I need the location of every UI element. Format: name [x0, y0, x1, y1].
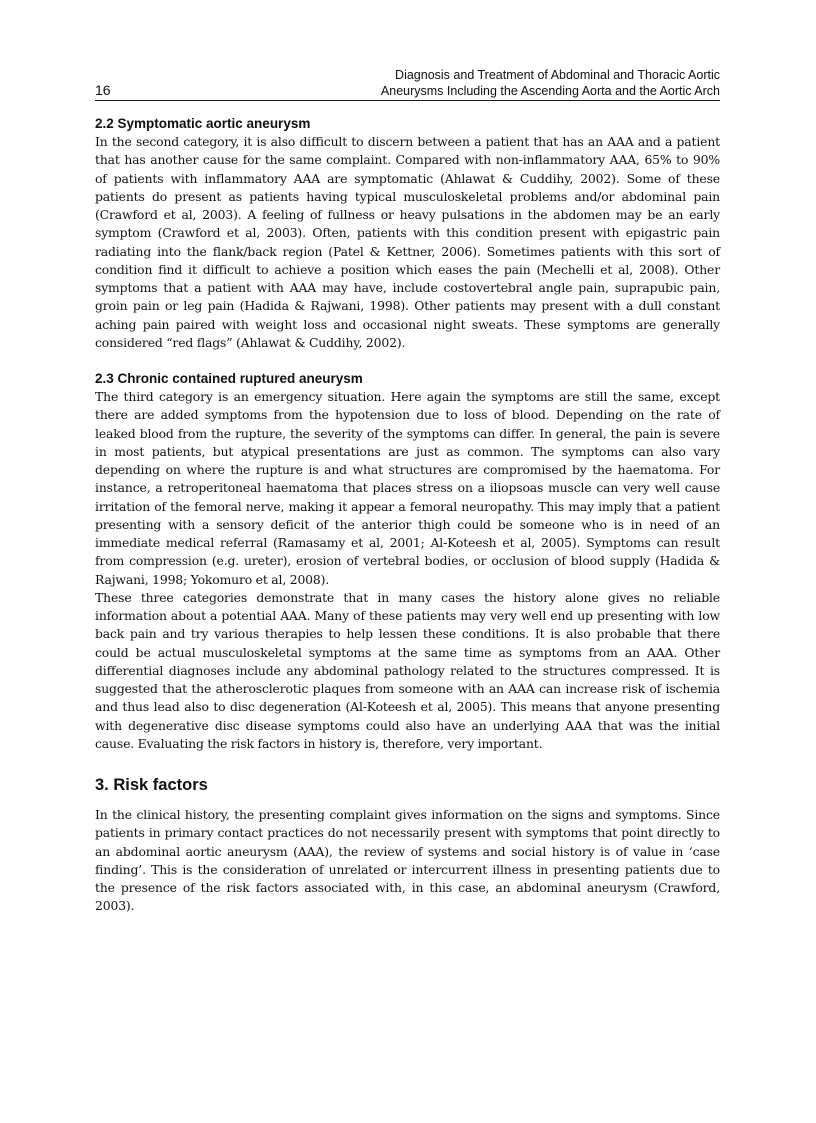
paragraph-three-categories: These three categories demonstrate that in many cases the history alone gives no reliable information about a potential AAA. Many of these patients may very well end up presenting with low back pain and try various therapies to help lessen these conditions. It is also probable that there could be actual musculoskeletal symptoms at the same time as symptoms from an AAA. Other differential diagnoses include any abdominal pathology related to the structures compressed. It is suggested that the atherosclerotic plaques from someone with an AAA can increase risk of ischemia and thus lead also to disc degeneration (Al-Koteesh et al, 2005). This means that anyone presenting with degenerative disc disease symptoms could also have an underlying AAA that was the initial cause. Evaluating the risk factors in history is, therefore, very important.	[95, 589, 720, 751]
section-heading-3: 3. Risk factors	[95, 776, 208, 794]
paragraph-symptomatic-aneurysm: In the second category, it is also difficult to discern between a patient that has an AAA and a patient that has another cause for the same complaint. Compared with non-inflammatory AAA, 65% to 90% of patients with inflammatory AAA are symptomatic (Ahlawat & Cuddihy, 2002). Some of these patients do present as patients having typical musculoskeletal problems and/or abdominal pain (Crawford et al, 2003). A feeling of fullness or heavy pulsations in the abdomen may be an early symptom (Crawford et al, 2003). Often, patients with this condition present with epigastric pain radiating into the flank/back region (Patel & Kettner, 2006). Sometimes patients with this sort of condition find it difficult to achieve a position which eases the pain (Mechelli et al, 2008). Other symptoms that a patient with AAA may have, include costovertebral angle pain, suprapubic pain, groin pain or leg pain (Hadida & Rajwani, 1998). Other patients may present with a dull constant aching pain paired with weight loss and occasional night sweats. These symptoms are generally considered “red flags” (Ahlawat & Cuddihy, 2002).	[95, 134, 720, 350]
paragraph-chronic-ruptured-aneurysm: The third category is an emergency situation. Here again the symptoms are still the same, except there are added symptoms from the hypotension due to loss of blood. Depending on the rate of leaked blood from the rupture, the severity of the symptoms can differ. In general, the pain is severe in most patients, but atypical presentations are just as common. The symptoms can also vary depending on where the rupture is and what structures are compromised by the haematoma. For instance, a retroperitoneal haematoma that places stress on a iliopsoas muscle can very well cause irritation of the femoral nerve, making it appear a femoral neuropathy. This may imply that a patient presenting with a sensory deficit of the anterior thigh could be someone who is in need of an immediate medical referral (Ramasamy et al, 2001; Al-Koteesh et al, 2005). Symptoms can result from compression (e.g. ureter), erosion of vertebral bodies, or occlusion of blood supply (Hadida & Rajwani, 1998; Yokomuro et al, 2008).	[95, 389, 720, 587]
document-page	[95, 62, 720, 916]
running-title	[381, 67, 720, 99]
running-title-line-1: Diagnosis and Treatment of Abdominal and Thoracic Aortic	[395, 68, 720, 82]
section-heading-2-3: 2.3 Chronic contained ruptured aneurysm	[95, 371, 363, 386]
running-header	[95, 62, 720, 101]
running-title-line-2: Aneurysms Including the Ascending Aorta and the Aortic Arch	[380, 84, 720, 98]
paragraph-risk-factors: In the clinical history, the presenting complaint gives information on the signs and symptoms. Since patients in primary contact practices do not necessarily present with symptoms that point directly to an abdominal aortic aneurysm (AAA), the review of systems and social history is of value in ‘case finding’. This is the consideration of unrelated or intercurrent illness in presenting patients due to the presence of the risk factors associated with, in this case, an abdominal aneurysm (Crawford, 2003).	[95, 807, 720, 914]
page-number: 16	[95, 82, 111, 98]
section-heading-2-2: 2.2 Symptomatic aortic aneurysm	[95, 116, 311, 131]
